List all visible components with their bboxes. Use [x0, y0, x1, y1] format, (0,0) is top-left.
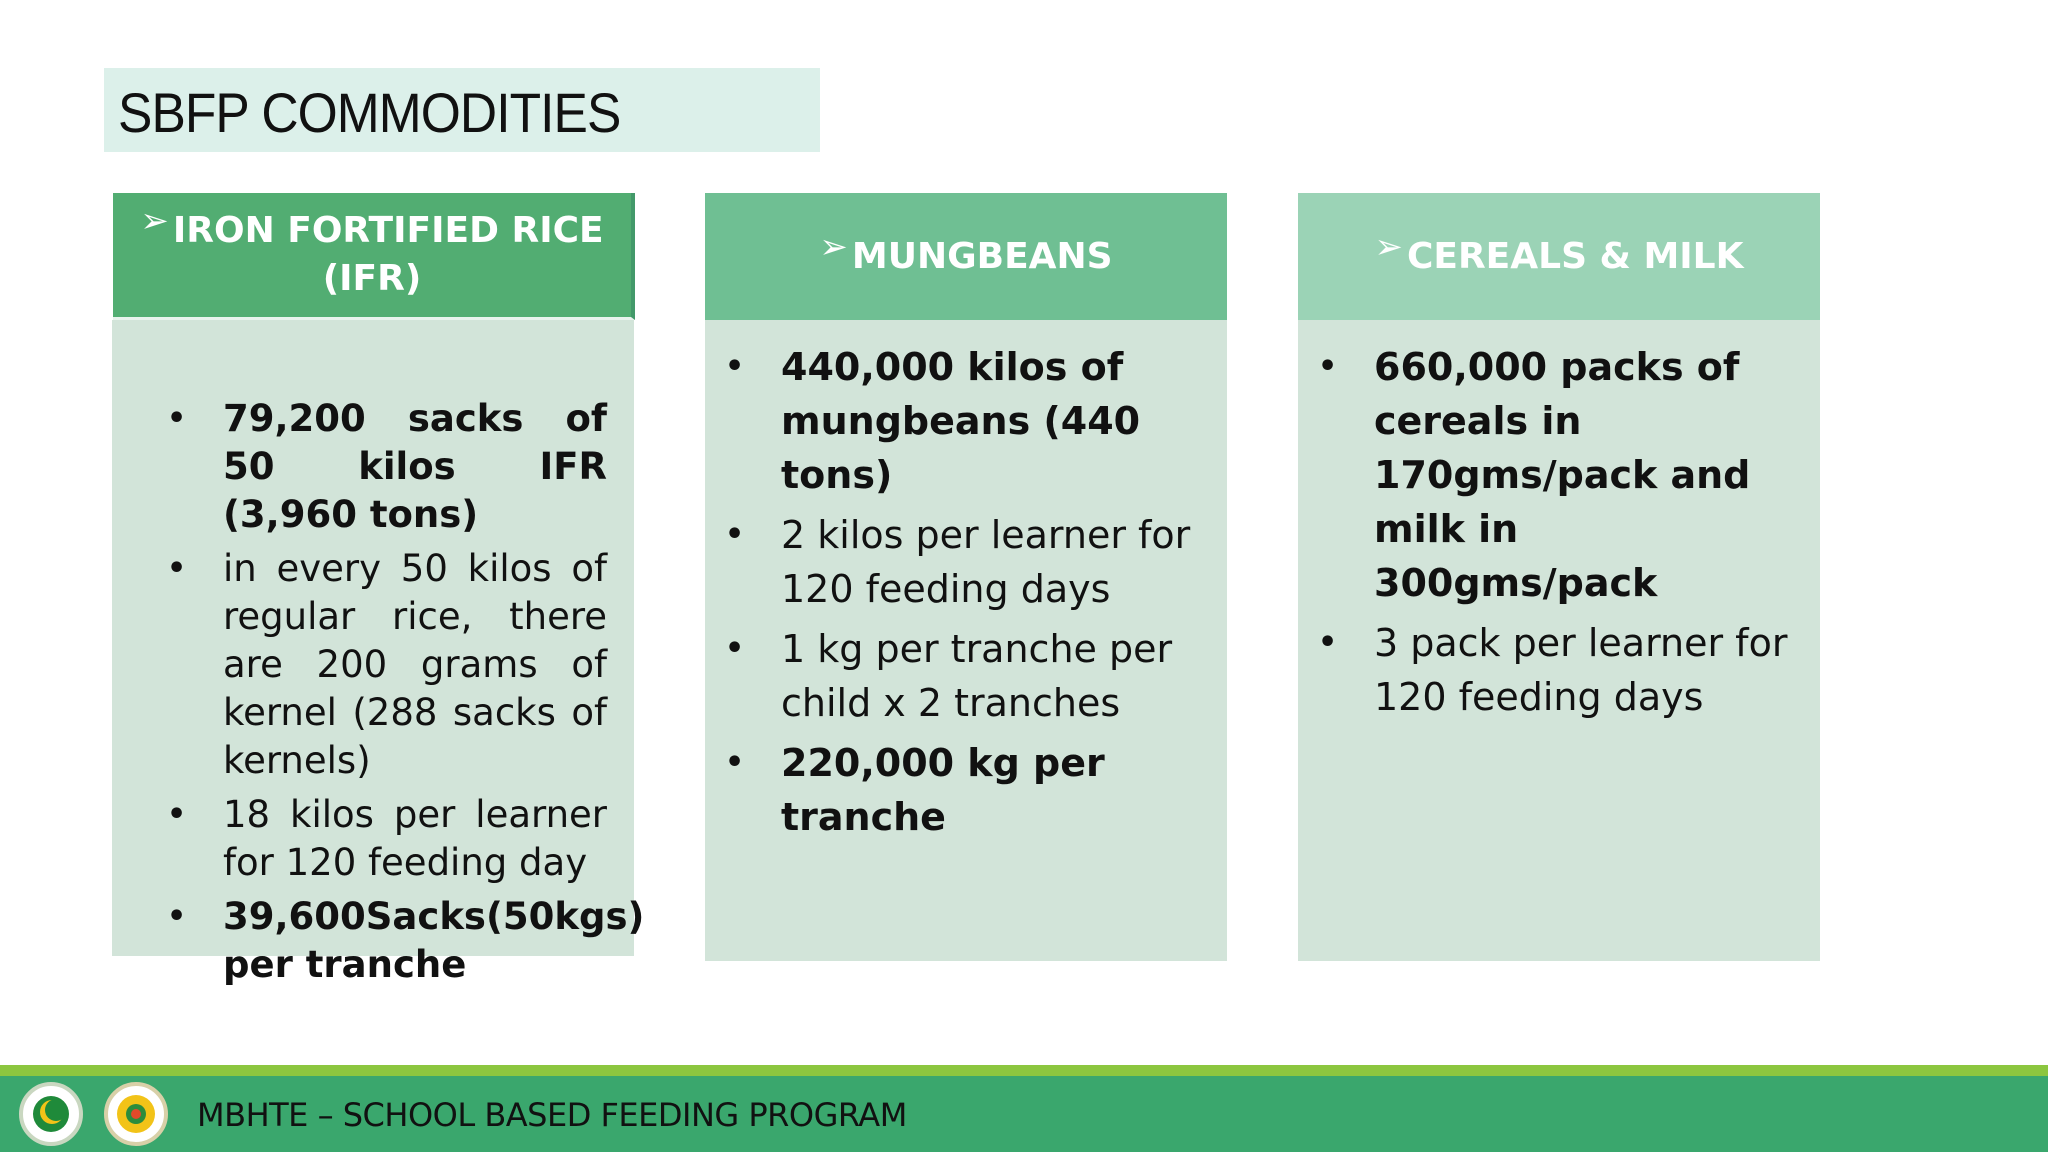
column-body	[705, 320, 1227, 961]
column-cereals-milk	[1298, 193, 1820, 961]
column-header	[705, 193, 1227, 320]
feeding-program-seal-logo	[104, 1082, 168, 1146]
list-item: • 660,000 packs of cereals in 170gms/pack and milk in 300gms/pack	[1318, 340, 1808, 610]
column-heading: MUNGBEANS	[851, 235, 1113, 277]
list-item: • 440,000 kilos of mungbeans (440 tons)	[725, 340, 1205, 502]
column-body	[1298, 320, 1820, 961]
list-item: • in every 50 kilos of regular rice, there are 200 grams of kernel (288 sacks of kernels)	[167, 545, 607, 785]
arrow-bullet-icon: ➢	[819, 226, 848, 267]
list-item: • 1 kg per tranche per child x 2 tranches	[725, 622, 1205, 730]
list-item: • 2 kilos per learner for 120 feeding days	[725, 508, 1205, 616]
column-mungbeans	[705, 193, 1227, 961]
column-iron-fortified-rice	[113, 193, 645, 986]
column-header	[1298, 193, 1820, 320]
slide-title-box	[104, 68, 820, 152]
bullet-list	[167, 395, 645, 995]
list-item: • 3 pack per learner for 120 feeding days	[1318, 616, 1808, 724]
arrow-bullet-icon: ➢	[1374, 226, 1403, 267]
footer-accent-stripe	[0, 1065, 2048, 1076]
list-item: • 79,200 sacks of 50 kilos IFR (3,960 tons)	[167, 395, 607, 539]
arrow-bullet-icon: ➢	[140, 201, 169, 241]
list-item: • 220,000 kg per tranche	[725, 736, 1205, 844]
column-body	[112, 320, 645, 986]
slide-title: SBFP COMMODITIES	[118, 81, 621, 144]
list-item: • 39,600Sacks(50kgs) per tranche	[167, 893, 607, 989]
list-item: • 18 kilos per learner for 120 feeding day	[167, 791, 607, 887]
footer-text: MBHTE – SCHOOL BASED FEEDING PROGRAM	[197, 1096, 907, 1134]
column-header	[113, 193, 635, 320]
column-heading: IRON FORTIFIED RICE (IFR)	[172, 210, 604, 299]
column-heading: CEREALS & MILK	[1406, 235, 1744, 277]
mbhte-seal-logo	[19, 1082, 83, 1146]
bullet-list	[725, 340, 1205, 850]
bullet-list	[1318, 340, 1808, 730]
